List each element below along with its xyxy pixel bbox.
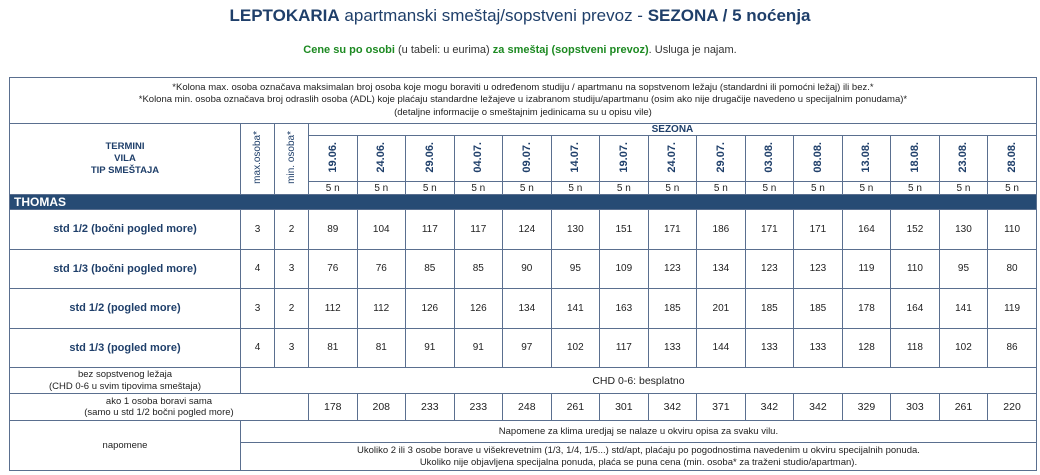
price-cell: 134 [697,249,746,289]
price-cell: 152 [891,210,940,250]
nights-cell: 5 n [794,182,843,195]
nights-cell: 5 n [454,182,503,195]
title-location: LEPTOKARIA [229,6,340,25]
price-cell: 76 [357,249,406,289]
date-header-cell: 29.07. [697,136,746,182]
price-cell: 164 [842,210,891,250]
price-cell: 80 [988,249,1037,289]
header-min-persons: min. osoba* [275,124,309,195]
nights-cell: 5 n [745,182,794,195]
subtitle-currency-note: (u tabeli: u eurima) [394,44,493,56]
single-price-cell: 329 [842,394,891,421]
price-cell: 102 [939,328,988,368]
date-header-cell: 24.07. [648,136,697,182]
room-type-label: std 1/2 (bočni pogled more) [10,210,241,250]
price-cell: 109 [600,249,649,289]
single-price-cell: 261 [551,394,600,421]
price-cell: 81 [309,328,358,368]
single-price-cell: 303 [891,394,940,421]
single-occupancy-label: ako 1 osoba boravi sama (samo u std 1/2 bočni pogled more) [10,394,309,421]
price-cell: 91 [454,328,503,368]
nights-cell: 5 n [939,182,988,195]
note-min-persons: *Kolona min. osoba označava broj odraslih osoba (ADL) koje plaćaju standardne ležajeve u izabranom studiju/apartmanu (osim ako nije drugačije navedeno u specijalnim ponudama)* [138,94,908,106]
price-cell: 117 [406,210,455,250]
price-cell: 171 [648,210,697,250]
price-cell: 91 [406,328,455,368]
chd-value: CHD 0-6: besplatno [241,368,1037,394]
note-air-conditioning: Napomene za klima uredjaj se nalaze u okviru opisa za svaku vilu. [241,421,1037,443]
nights-cell: 5 n [357,182,406,195]
price-cell: 126 [406,289,455,329]
price-cell: 171 [794,210,843,250]
title-season: SEZONA / 5 noćenja [647,6,811,25]
price-cell: 119 [988,289,1037,329]
price-cell: 117 [454,210,503,250]
price-cell: 123 [794,249,843,289]
table-notes [10,78,1037,124]
price-row [10,328,1037,368]
price-cell: 102 [551,328,600,368]
page-subtitle [0,44,1040,56]
price-cell: 104 [357,210,406,250]
price-cell: 117 [600,328,649,368]
date-header-cell: 14.07. [551,136,600,182]
single-price-cell: 261 [939,394,988,421]
nights-cell: 5 n [406,182,455,195]
date-header-cell: 18.08. [891,136,940,182]
note-special-offers: Ukoliko 2 ili 3 osobe borave u višekrevetnim (1/3, 1/4, 1/5...) std/apt, plaćaju po pogodnostima navedenim u okviru specijalnih ponuda. Ukoliko nije objavljena specijalna ponuda, plaća se puna cena (min. osoba* za traženi studio/apartman). [241,443,1037,471]
max-persons-cell: 4 [241,249,275,289]
price-cell: 110 [891,249,940,289]
date-header-cell: 08.08. [794,136,843,182]
nights-cell: 5 n [891,182,940,195]
price-cell: 164 [891,289,940,329]
subtitle-service-note: . Usluga je najam. [648,44,737,56]
price-cell: 185 [648,289,697,329]
price-cell: 85 [406,249,455,289]
price-cell: 178 [842,289,891,329]
header-max-persons: max.osoba* [241,124,275,195]
price-cell: 119 [842,249,891,289]
price-cell: 171 [745,210,794,250]
price-cell: 123 [745,249,794,289]
max-persons-cell: 4 [241,328,275,368]
price-cell: 185 [794,289,843,329]
single-price-cell: 342 [648,394,697,421]
date-header-cell: 23.08. [939,136,988,182]
villa-name: THOMAS [10,195,1037,210]
price-row [10,210,1037,250]
price-cell: 201 [697,289,746,329]
price-cell: 76 [309,249,358,289]
date-header-cell: 19.06. [309,136,358,182]
price-cell: 95 [939,249,988,289]
max-persons-cell: 3 [241,289,275,329]
price-cell: 163 [600,289,649,329]
nights-cell: 5 n [551,182,600,195]
price-table [9,77,1037,471]
price-cell: 123 [648,249,697,289]
single-price-cell: 208 [357,394,406,421]
header-season: SEZONA [309,124,1037,136]
single-price-cell: 342 [745,394,794,421]
price-cell: 130 [939,210,988,250]
date-header-cell: 04.07. [454,136,503,182]
price-cell: 112 [357,289,406,329]
single-price-cell: 371 [697,394,746,421]
date-header-cell: 28.08. [988,136,1037,182]
price-cell: 133 [648,328,697,368]
price-cell: 118 [891,328,940,368]
min-persons-cell: 2 [275,289,309,329]
date-header-cell: 19.07. [600,136,649,182]
nights-cell: 5 n [309,182,358,195]
subtitle-accommodation-note: za smeštaj (sopstveni prevoz) [492,44,649,56]
nights-cell: 5 n [503,182,552,195]
price-cell: 112 [309,289,358,329]
price-cell: 186 [697,210,746,250]
single-price-cell: 342 [794,394,843,421]
min-persons-cell: 3 [275,249,309,289]
price-row [10,249,1037,289]
price-cell: 141 [551,289,600,329]
price-cell: 86 [988,328,1037,368]
price-row [10,289,1037,329]
max-persons-cell: 3 [241,210,275,250]
price-cell: 124 [503,210,552,250]
price-cell: 89 [309,210,358,250]
price-cell: 95 [551,249,600,289]
single-price-cell: 233 [454,394,503,421]
page-title [0,6,1040,26]
date-header-cell: 24.06. [357,136,406,182]
price-cell: 134 [503,289,552,329]
nights-cell: 5 n [648,182,697,195]
min-persons-cell: 2 [275,210,309,250]
nights-cell: 5 n [842,182,891,195]
nights-cell: 5 n [988,182,1037,195]
price-cell: 130 [551,210,600,250]
date-header-cell: 03.08. [745,136,794,182]
single-price-cell: 233 [406,394,455,421]
title-description: apartmanski smeštaj/sopstveni prevoz - [339,6,648,25]
price-cell: 133 [794,328,843,368]
single-price-cell: 178 [309,394,358,421]
single-price-cell: 220 [988,394,1037,421]
min-persons-cell: 3 [275,328,309,368]
price-cell: 141 [939,289,988,329]
price-cell: 90 [503,249,552,289]
room-type-label: std 1/3 (pogled more) [10,328,241,368]
room-type-label: std 1/3 (bočni pogled more) [10,249,241,289]
note-max-persons: *Kolona max. osoba označava maksimalan broj osoba koje mogu boraviti u određenom studiju / apartmanu na sopstvenom ležaju (standardni ili pomoćni ležaj) ili bez.* [172,81,874,93]
subtitle-price-note: Cene su po osobi [303,44,395,56]
single-price-cell: 301 [600,394,649,421]
room-type-label: std 1/2 (pogled more) [10,289,241,329]
nights-cell: 5 n [600,182,649,195]
date-header-cell: 09.07. [503,136,552,182]
price-cell: 144 [697,328,746,368]
chd-label: bez sopstvenog ležaja (CHD 0-6 u svim tipovima smeštaja) [10,368,241,394]
price-cell: 185 [745,289,794,329]
price-cell: 126 [454,289,503,329]
price-cell: 151 [600,210,649,250]
date-header-cell: 13.08. [842,136,891,182]
header-terms-villa-type: TERMINI VILA TIP SMEŠTAJA [10,124,241,195]
notes-label: napomene [10,421,241,471]
price-cell: 85 [454,249,503,289]
price-cell: 128 [842,328,891,368]
single-price-cell: 248 [503,394,552,421]
date-header-cell: 29.06. [406,136,455,182]
price-cell: 81 [357,328,406,368]
price-cell: 110 [988,210,1037,250]
nights-cell: 5 n [697,182,746,195]
price-cell: 133 [745,328,794,368]
price-cell: 97 [503,328,552,368]
note-details: (detaljne informacije o smeštajnim jedinicama su u opisu vile) [394,106,652,118]
